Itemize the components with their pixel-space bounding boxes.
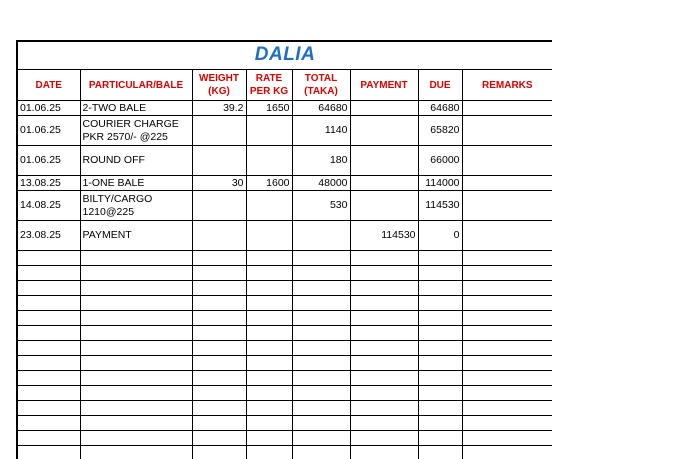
- payment-cell[interactable]: [350, 446, 418, 459]
- empty-row: [17, 266, 552, 281]
- due-cell[interactable]: [418, 401, 462, 416]
- table-row: [17, 176, 552, 191]
- remarks-cell[interactable]: [462, 311, 552, 326]
- particular-cell[interactable]: [80, 266, 192, 281]
- remarks-cell[interactable]: [462, 431, 552, 446]
- due-cell[interactable]: [418, 251, 462, 266]
- remarks-cell[interactable]: [462, 191, 552, 221]
- total-cell[interactable]: [292, 446, 350, 459]
- total-cell[interactable]: [292, 356, 350, 371]
- date-cell[interactable]: [17, 341, 80, 356]
- weight-cell[interactable]: [192, 281, 246, 296]
- total-cell[interactable]: 48000: [292, 176, 350, 191]
- particular-cell[interactable]: [80, 326, 192, 341]
- rate-cell[interactable]: [246, 311, 292, 326]
- header-payment[interactable]: [350, 70, 418, 101]
- date-cell[interactable]: [17, 431, 80, 446]
- due-cell[interactable]: [418, 431, 462, 446]
- particular-cell[interactable]: [80, 311, 192, 326]
- due-cell[interactable]: [418, 296, 462, 311]
- remarks-cell[interactable]: [462, 446, 552, 459]
- payment-cell[interactable]: [350, 326, 418, 341]
- weight-cell[interactable]: [192, 266, 246, 281]
- empty-row: [17, 356, 552, 371]
- weight-cell[interactable]: 30: [192, 176, 246, 191]
- empty-row: [17, 251, 552, 266]
- rate-cell[interactable]: [246, 401, 292, 416]
- particular-cell[interactable]: [80, 446, 192, 459]
- weight-cell[interactable]: [192, 296, 246, 311]
- total-cell[interactable]: 64680: [292, 101, 350, 116]
- date-cell[interactable]: 23.08.25: [17, 221, 80, 251]
- total-cell[interactable]: [292, 266, 350, 281]
- particular-cell[interactable]: [80, 386, 192, 401]
- due-cell[interactable]: 66000: [418, 146, 462, 176]
- empty-row: [17, 401, 552, 416]
- rate-cell[interactable]: [246, 371, 292, 386]
- particular-cell[interactable]: COURIER CHARGE PKR 2570/- @225: [80, 116, 192, 146]
- remarks-cell[interactable]: [462, 281, 552, 296]
- due-cell[interactable]: 0: [418, 221, 462, 251]
- rate-cell[interactable]: [246, 281, 292, 296]
- particular-cell[interactable]: [80, 416, 192, 431]
- date-cell[interactable]: [17, 446, 80, 459]
- header-particular-label: PARTICULAR/BALE: [88, 79, 184, 91]
- weight-cell[interactable]: [192, 311, 246, 326]
- rate-cell[interactable]: [246, 326, 292, 341]
- remarks-cell[interactable]: [462, 116, 552, 146]
- ledger-table: [16, 40, 552, 459]
- date-cell[interactable]: [17, 356, 80, 371]
- table-row: [17, 191, 552, 221]
- payment-cell[interactable]: [350, 251, 418, 266]
- total-cell[interactable]: [292, 371, 350, 386]
- due-cell[interactable]: 114000: [418, 176, 462, 191]
- rate-cell[interactable]: [246, 296, 292, 311]
- empty-row: [17, 431, 552, 446]
- date-cell[interactable]: 01.06.25: [17, 146, 80, 176]
- total-cell[interactable]: [292, 251, 350, 266]
- remarks-cell[interactable]: [462, 326, 552, 341]
- particular-cell[interactable]: [80, 401, 192, 416]
- total-cell[interactable]: [292, 341, 350, 356]
- particular-cell[interactable]: [80, 251, 192, 266]
- rate-cell[interactable]: [246, 251, 292, 266]
- remarks-cell[interactable]: [462, 416, 552, 431]
- weight-cell[interactable]: [192, 191, 246, 221]
- rate-cell[interactable]: [246, 266, 292, 281]
- payment-cell[interactable]: [350, 356, 418, 371]
- particular-cell[interactable]: [80, 356, 192, 371]
- payment-cell[interactable]: [350, 101, 418, 116]
- remarks-cell[interactable]: [462, 341, 552, 356]
- particular-cell[interactable]: [80, 371, 192, 386]
- date-cell[interactable]: [17, 326, 80, 341]
- remarks-cell[interactable]: [462, 146, 552, 176]
- weight-cell[interactable]: [192, 326, 246, 341]
- empty-row: [17, 386, 552, 401]
- particular-cell[interactable]: [80, 281, 192, 296]
- due-cell[interactable]: [418, 311, 462, 326]
- empty-row: [17, 281, 552, 296]
- total-cell[interactable]: [292, 221, 350, 251]
- table-row: [17, 116, 552, 146]
- due-cell[interactable]: [418, 341, 462, 356]
- remarks-cell[interactable]: [462, 176, 552, 191]
- payment-cell[interactable]: [350, 401, 418, 416]
- total-cell[interactable]: [292, 401, 350, 416]
- remarks-cell[interactable]: [462, 371, 552, 386]
- payment-cell[interactable]: [350, 146, 418, 176]
- table-row: [17, 101, 552, 116]
- payment-cell[interactable]: [350, 431, 418, 446]
- payment-cell[interactable]: [350, 386, 418, 401]
- payment-cell[interactable]: [350, 311, 418, 326]
- header-remarks[interactable]: [462, 70, 552, 101]
- empty-row: [17, 311, 552, 326]
- header-weight-label: WEIGHT: [199, 73, 239, 84]
- total-cell[interactable]: 1140: [292, 116, 350, 146]
- particular-cell[interactable]: [80, 431, 192, 446]
- date-cell[interactable]: [17, 386, 80, 401]
- total-cell[interactable]: [292, 281, 350, 296]
- total-cell[interactable]: [292, 311, 350, 326]
- header-due-label: DUE: [429, 79, 451, 91]
- weight-cell[interactable]: [192, 401, 246, 416]
- header-weight[interactable]: [192, 70, 246, 101]
- sheet-title: DALIA: [254, 43, 316, 65]
- date-cell[interactable]: 14.08.25: [17, 191, 80, 221]
- due-cell[interactable]: [418, 266, 462, 281]
- header-row: [17, 70, 552, 101]
- header-payment-label: PAYMENT: [360, 79, 408, 91]
- rate-cell[interactable]: [246, 416, 292, 431]
- remarks-cell[interactable]: [462, 296, 552, 311]
- title-row: [17, 41, 552, 70]
- particular-cell[interactable]: 1-ONE BALE: [80, 176, 192, 191]
- weight-cell[interactable]: [192, 251, 246, 266]
- total-cell[interactable]: 530: [292, 191, 350, 221]
- due-cell[interactable]: 65820: [418, 116, 462, 146]
- rate-cell[interactable]: [246, 341, 292, 356]
- date-cell[interactable]: [17, 401, 80, 416]
- due-cell[interactable]: [418, 371, 462, 386]
- date-cell[interactable]: 01.06.25: [17, 116, 80, 146]
- rate-cell[interactable]: [246, 146, 292, 176]
- payment-cell[interactable]: [350, 296, 418, 311]
- total-cell[interactable]: 180: [292, 146, 350, 176]
- empty-row: [17, 371, 552, 386]
- payment-cell[interactable]: [350, 266, 418, 281]
- due-cell[interactable]: 64680: [418, 101, 462, 116]
- payment-cell[interactable]: [350, 281, 418, 296]
- particular-cell[interactable]: ROUND OFF: [80, 146, 192, 176]
- remarks-cell[interactable]: [462, 356, 552, 371]
- empty-row: [17, 341, 552, 356]
- empty-row: [17, 326, 552, 341]
- weight-cell[interactable]: [192, 416, 246, 431]
- empty-row: [17, 416, 552, 431]
- header-total[interactable]: [292, 70, 350, 101]
- rate-cell[interactable]: [246, 356, 292, 371]
- remarks-cell[interactable]: [462, 251, 552, 266]
- header-particular[interactable]: [80, 70, 192, 101]
- total-cell[interactable]: [292, 386, 350, 401]
- due-cell[interactable]: [418, 446, 462, 459]
- particular-cell[interactable]: [80, 341, 192, 356]
- header-rate-label: RATE: [255, 73, 283, 84]
- particular-cell[interactable]: [80, 296, 192, 311]
- table-row: [17, 221, 552, 251]
- weight-cell[interactable]: [192, 431, 246, 446]
- due-cell[interactable]: [418, 281, 462, 296]
- payment-cell[interactable]: 114530: [350, 221, 418, 251]
- header-rate[interactable]: [246, 70, 292, 101]
- header-weight-unit: (KG): [208, 86, 230, 97]
- date-cell[interactable]: 01.06.25: [17, 101, 80, 116]
- empty-row: [17, 446, 552, 459]
- header-date-label: DATE: [35, 79, 62, 91]
- due-cell[interactable]: [418, 356, 462, 371]
- rate-cell[interactable]: [246, 116, 292, 146]
- rate-cell[interactable]: [246, 386, 292, 401]
- weight-cell[interactable]: 39.2: [192, 101, 246, 116]
- payment-cell[interactable]: [350, 416, 418, 431]
- table-row: [17, 146, 552, 176]
- rate-cell[interactable]: [246, 221, 292, 251]
- date-cell[interactable]: [17, 266, 80, 281]
- header-due[interactable]: [418, 70, 462, 101]
- payment-cell[interactable]: [350, 116, 418, 146]
- remarks-cell[interactable]: [462, 221, 552, 251]
- due-cell[interactable]: [418, 416, 462, 431]
- weight-cell[interactable]: [192, 356, 246, 371]
- rate-cell[interactable]: [246, 431, 292, 446]
- remarks-cell[interactable]: [462, 266, 552, 281]
- payment-cell[interactable]: [350, 176, 418, 191]
- ledger-sheet: [16, 40, 552, 459]
- weight-cell[interactable]: [192, 341, 246, 356]
- header-remarks-label: REMARKS: [482, 79, 533, 91]
- total-cell[interactable]: [292, 431, 350, 446]
- date-cell[interactable]: [17, 281, 80, 296]
- weight-cell[interactable]: [192, 446, 246, 459]
- particular-cell[interactable]: BILTY/CARGO 1210@225: [80, 191, 192, 221]
- weight-cell[interactable]: [192, 146, 246, 176]
- header-total-label: TOTAL: [304, 73, 338, 84]
- weight-cell[interactable]: [192, 386, 246, 401]
- date-cell[interactable]: 13.08.25: [17, 176, 80, 191]
- weight-cell[interactable]: [192, 371, 246, 386]
- date-cell[interactable]: [17, 311, 80, 326]
- particular-cell[interactable]: 2-TWO BALE: [80, 101, 192, 116]
- weight-cell[interactable]: [192, 221, 246, 251]
- payment-cell[interactable]: [350, 371, 418, 386]
- payment-cell[interactable]: [350, 191, 418, 221]
- empty-row: [17, 296, 552, 311]
- particular-cell[interactable]: PAYMENT: [80, 221, 192, 251]
- title-cell[interactable]: [17, 41, 552, 70]
- date-cell[interactable]: [17, 251, 80, 266]
- due-cell[interactable]: [418, 326, 462, 341]
- header-rate-unit: PER KG: [249, 86, 289, 97]
- date-cell[interactable]: [17, 416, 80, 431]
- total-cell[interactable]: [292, 416, 350, 431]
- header-total-unit: (TAKA): [304, 86, 338, 97]
- date-cell[interactable]: [17, 296, 80, 311]
- rate-cell[interactable]: 1650: [246, 101, 292, 116]
- total-cell[interactable]: [292, 296, 350, 311]
- remarks-cell[interactable]: [462, 386, 552, 401]
- date-cell[interactable]: [17, 371, 80, 386]
- rate-cell[interactable]: 1600: [246, 176, 292, 191]
- due-cell[interactable]: 114530: [418, 191, 462, 221]
- weight-cell[interactable]: [192, 116, 246, 146]
- remarks-cell[interactable]: [462, 401, 552, 416]
- due-cell[interactable]: [418, 386, 462, 401]
- payment-cell[interactable]: [350, 341, 418, 356]
- header-date[interactable]: [17, 70, 80, 101]
- rate-cell[interactable]: [246, 446, 292, 459]
- remarks-cell[interactable]: [462, 101, 552, 116]
- total-cell[interactable]: [292, 326, 350, 341]
- rate-cell[interactable]: [246, 191, 292, 221]
